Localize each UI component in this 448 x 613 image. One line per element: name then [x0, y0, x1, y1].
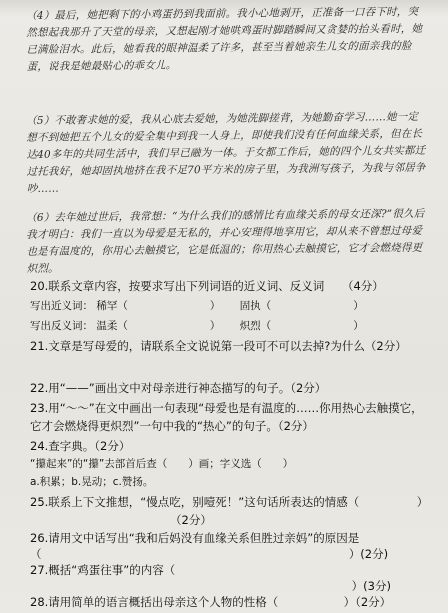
passage-paragraph-6: （6）去年她过世后，我常想：“为什么我们的感情比有血缘关系的母女还深?”很久后我才明白：我们一直以为母爱是无私的，并心安理得地享用它，却从来不曾想过母爱也是有温度的，你用心去触摸它，它是低温的；你用热心去触摸它，它才会燃烧得更炽烈。 [26, 207, 425, 275]
synonym-a: 稀罕（ [96, 300, 128, 312]
antonym-a: 温柔（ [96, 320, 128, 332]
antonym-a-close: ） [209, 320, 221, 332]
antonym-label: 写出反义词： [30, 320, 93, 332]
question-26-line-2 [30, 546, 430, 562]
synonym-b: 固执（ [239, 300, 272, 312]
question-27-line-1: 27.概括“鸡蛋往事”的内容（ [30, 563, 176, 577]
synonym-label: 写出近义词： [30, 300, 93, 312]
question-23-line-1: 23.用“～～”在文中画出一句表现“母爱也是有温度的……你用热心去触摸它， [30, 401, 423, 415]
question-24-line-1: “攥起来”的“攥”去部首后查（ ）画；字义选（ ） [30, 458, 294, 470]
synonym-a-close: ） [209, 300, 221, 312]
antonym-b: 炽烈（ [239, 320, 272, 332]
question-24-title: 24.查字典。（2分） [30, 439, 131, 453]
question-26-open-bracket: （ [30, 547, 42, 561]
question-27-line-2 [30, 578, 430, 594]
question-23-line-2: 它才会燃烧得更炽烈”一句中我的“热心”的句子。（2分） [30, 419, 314, 433]
question-20-score: （4分） [341, 279, 384, 293]
question-20 [30, 278, 430, 294]
question-20-title: 20.联系文章内容，按要求写出下列词语的近义词、反义词 [30, 279, 325, 293]
question-28-text: 28.请用简单的语言概括出母亲这个人物的性格（ [30, 595, 279, 609]
question-21: 21.文章是写母爱的，请联系全文说说第一段可不可以去掉?为什么（2分） [30, 339, 407, 353]
question-24-options: a.积累；b.晃动；c.赞扬。 [30, 476, 154, 488]
antonym-b-close: ） [353, 320, 364, 332]
question-22: 22.用“——”画出文中对母亲进行神态描写的句子。（2分） [30, 381, 327, 395]
synonym-b-close: ） [353, 300, 364, 312]
passage-paragraph-5: （5）不敢奢求她的爱，我从心底去爱她，为她洗脚搓背，为她勤奋学习……她一定想不到她把五个儿女的爱全集中到我一人身上，即使我们没有任何血缘关系，但在长达40多年的共同生活中，我们早已融为一体。于女都工作后，她的四个儿女共实都迁过托我好，她却固执地挤在我不足70平方米的房子里，为我洲写孩子，为我与邻居争吵…… [26, 110, 426, 195]
question-27-score: ）(3分) [351, 579, 391, 593]
question-25-line-1: 25.联系上下文推想，“慢点吃，别噎死！”这句话所表达的情感（ ） [30, 495, 429, 509]
question-28-score: ）（2分） [343, 595, 392, 609]
passage-paragraph-4: （4）最后，她把剩下的小鸡蛋扔到我面前。我小心地剥开，正准备一口吞下时，突然想起我那升了天堂的母亲，又想起刚才她哄鸡蛋时脚踏瞬间又贪婪的抬头看时，她已满脸泪水。此后，她看我的眼神温柔了许多，甚至当着她亲生儿女的面亲我的脸蛋，说我是她最贴心的乖女儿。 [26, 5, 423, 73]
question-26-line-1: 26.请用文中话写出“我和后妈没有血缘关系但胜过亲妈”的原因是 [30, 531, 360, 545]
question-26-close-bracket: ）(2分) [348, 547, 389, 561]
question-28 [30, 594, 430, 610]
question-25-score: （2分） [170, 513, 212, 527]
question-20-row-synonym [30, 298, 430, 314]
question-20-row-antonym [30, 318, 430, 334]
